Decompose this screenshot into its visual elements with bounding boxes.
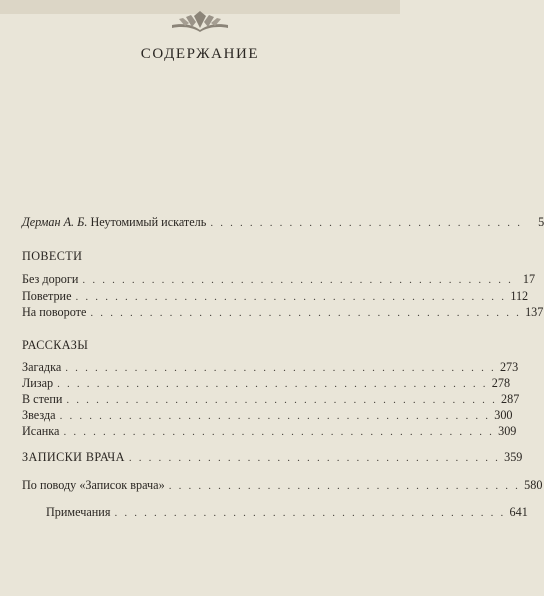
toc-entry-label: Загадка: [22, 360, 62, 374]
toc-entry: [22, 272, 536, 287]
toc-entry-page: 300: [494, 408, 513, 422]
toc-entry-page: 278: [491, 376, 511, 390]
toc-entry-label: Лизар: [22, 376, 54, 390]
toc-entry-label: Исанка: [22, 424, 60, 438]
toc-entry-author: Дерман А. Б.: [22, 215, 88, 229]
toc-entry: [22, 360, 519, 375]
toc-entry-page: 287: [501, 392, 520, 406]
toc-entry-page: 112: [510, 289, 529, 303]
toc-entry: [46, 505, 528, 520]
toc-leader-dots: . . . . . . . . . . . . . . . . . . . . . . . . . . . . . . . . . . . . . . . . . . . .: [65, 362, 496, 374]
toc-entry: [22, 289, 529, 304]
toc-entry-page: 309: [498, 424, 517, 438]
toc-entry: [22, 424, 517, 439]
toc-entry-page: 359: [504, 450, 523, 464]
toc-entry: [22, 408, 513, 423]
toc-leader-dots: . . . . . . . . . . . . . . . . . . . . . . . . . . . . . . . . . . . . . . . .: [114, 507, 506, 519]
toc-entry-label: Неутомимый искатель: [90, 215, 207, 229]
toc-leader-dots: . . . . . . . . . . . . . . . . . . . . . . . . . . . . . . . . . . . . . . . . . . . .: [57, 378, 488, 390]
page-title: СОДЕРЖАНИЕ: [140, 46, 260, 62]
toc-entry: [22, 376, 511, 391]
toc-entry: [22, 478, 543, 493]
section-heading-rasskazy: РАССКАЗЫ: [22, 338, 89, 352]
toc-entry-page: 17: [522, 272, 536, 286]
toc-leader-dots: . . . . . . . . . . . . . . . . . . . . . . . . . . . . . . . . . . . . . . . . . . . .: [82, 274, 514, 286]
toc-leader-dots: . . . . . . . . . . . . . . . . . . . . . . . . . . . . . . . . . . . . . . . . . . . .: [75, 291, 507, 303]
toc-entry: [22, 392, 520, 407]
toc-entry-label: По поводу «Записок врача»: [22, 478, 165, 492]
toc-entry: [22, 305, 544, 320]
toc-entry-page: 137: [525, 305, 544, 319]
toc-entry-label: Звезда: [22, 408, 56, 422]
toc-entry-page: 5: [538, 215, 544, 229]
toc-entry-label: Поветрие: [22, 289, 72, 303]
section-heading-zapiski: ЗАПИСКИ ВРАЧА: [22, 450, 125, 464]
section-heading-povesti: ПОВЕСТИ: [22, 249, 83, 263]
bleed-through-text: [238, 196, 241, 207]
toc-leader-dots: . . . . . . . . . . . . . . . . . . . . . . . . . . . . . . . .: [210, 217, 523, 229]
toc-entry-label: В степи: [22, 392, 63, 406]
toc-entry-label: Без дороги: [22, 272, 79, 286]
toc-entry-label: На повороте: [22, 305, 87, 319]
book-ornament-icon: [168, 8, 232, 34]
toc-leader-dots: . . . . . . . . . . . . . . . . . . . . . . . . . . . . . . . . . . . . . .: [128, 452, 501, 464]
toc-entry-page: 641: [509, 505, 528, 519]
toc-leader-dots: . . . . . . . . . . . . . . . . . . . . . . . . . . . . . . . . . . . . . . . . . . . .: [66, 394, 498, 406]
toc-entry-zapiski: [22, 450, 523, 465]
toc-entry-page: 273: [499, 360, 519, 374]
toc-leader-dots: . . . . . . . . . . . . . . . . . . . . . . . . . . . . . . . . . . . . . . . . . . . .: [63, 426, 495, 438]
toc-entry-intro: [22, 215, 544, 230]
toc-entry-label: Примечания: [46, 505, 111, 519]
toc-leader-dots: . . . . . . . . . . . . . . . . . . . . . . . . . . . . . . . . . . . . . . . . . . . .: [59, 410, 491, 422]
toc-entry-page: 580: [524, 478, 543, 492]
toc-leader-dots: . . . . . . . . . . . . . . . . . . . . . . . . . . . . . . . . . . . .: [168, 480, 521, 492]
toc-leader-dots: . . . . . . . . . . . . . . . . . . . . . . . . . . . . . . . . . . . . . . . . . . . .: [90, 307, 522, 319]
